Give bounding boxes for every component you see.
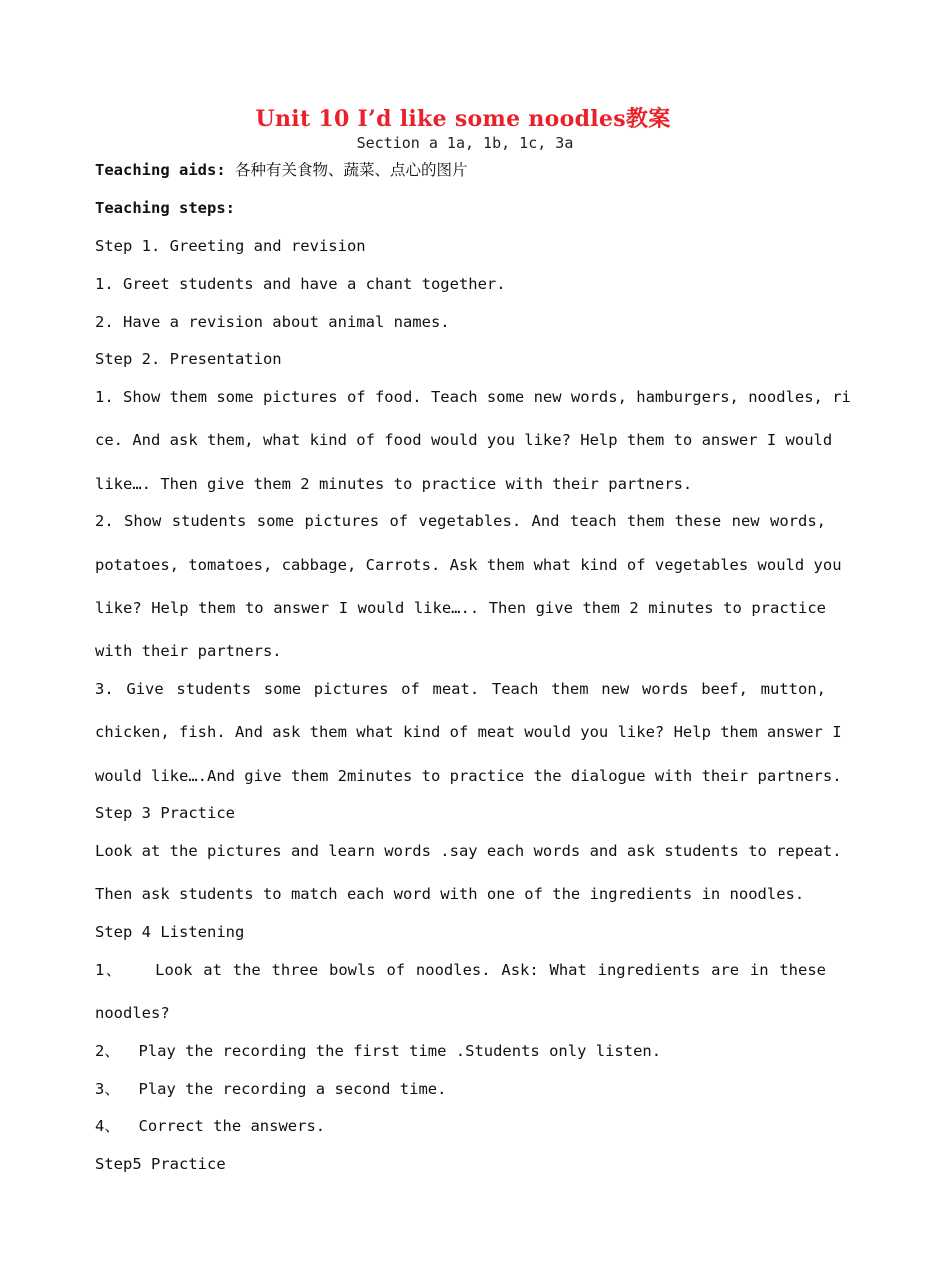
body-line: chicken, fish. And ask them what kind of meat would you like? Help them answer I — [95, 723, 842, 741]
body-line: Step 2. Presentation — [95, 350, 282, 368]
body-line: ce. And ask them, what kind of food would you like? Help them to answer I would — [95, 431, 833, 449]
body-line: Step 3 Practice — [95, 804, 235, 822]
body-line: Step 1. Greeting and revision — [95, 237, 366, 255]
teaching-aids-line — [95, 160, 826, 180]
teaching-aids-text: 各种有关食物、蔬菜、点心的图片 — [235, 161, 468, 179]
body-line: noodles? — [95, 1004, 170, 1022]
document-title: Unit 10 I’d like some noodles教案 — [255, 106, 671, 132]
body-line: potatoes, tomatoes, cabbage, Carrots. Ask them what kind of vegetables would you — [95, 556, 842, 574]
body-line: 2、 Play the recording the first time .Students only listen. — [95, 1042, 662, 1060]
body-line: 1. Greet students and have a chant together. — [95, 275, 506, 293]
body-line: Then ask students to match each word with one of the ingredients in noodles. — [95, 885, 805, 903]
body-line: would like….And give them 2minutes to practice the dialogue with their partners. — [95, 767, 842, 785]
body-line: 4、 Correct the answers. — [95, 1117, 326, 1135]
body-line: 3. Give students some pictures of meat. Teach them new words beef, mutton, — [95, 680, 826, 698]
body-line: Step5 Practice — [95, 1155, 226, 1173]
body-line: 1、 Look at the three bowls of noodles. Ask: What ingredients are in these — [95, 961, 826, 979]
teaching-steps-label: Teaching steps: — [95, 199, 235, 217]
document-subtitle: Section a 1a, 1b, 1c, 3a — [356, 134, 574, 152]
body-line: 2. Show students some pictures of vegetables. And teach them these new words, — [95, 512, 826, 530]
body-line: Step 4 Listening — [95, 923, 245, 941]
body-line: 2. Have a revision about animal names. — [95, 313, 450, 331]
body-line: like…. Then give them 2 minutes to practice with their partners. — [95, 475, 693, 493]
body-line: 3、 Play the recording a second time. — [95, 1080, 447, 1098]
teaching-aids-label: Teaching aids: — [95, 161, 226, 179]
body-line: like? Help them to answer I would like….. Then give them 2 minutes to practice — [95, 599, 826, 617]
body-line: Look at the pictures and learn words .say each words and ask students to repeat. — [95, 842, 842, 860]
body-line: 1. Show them some pictures of food. Teach some new words, hamburgers, noodles, ri — [95, 388, 851, 406]
body-line: with their partners. — [95, 642, 282, 660]
